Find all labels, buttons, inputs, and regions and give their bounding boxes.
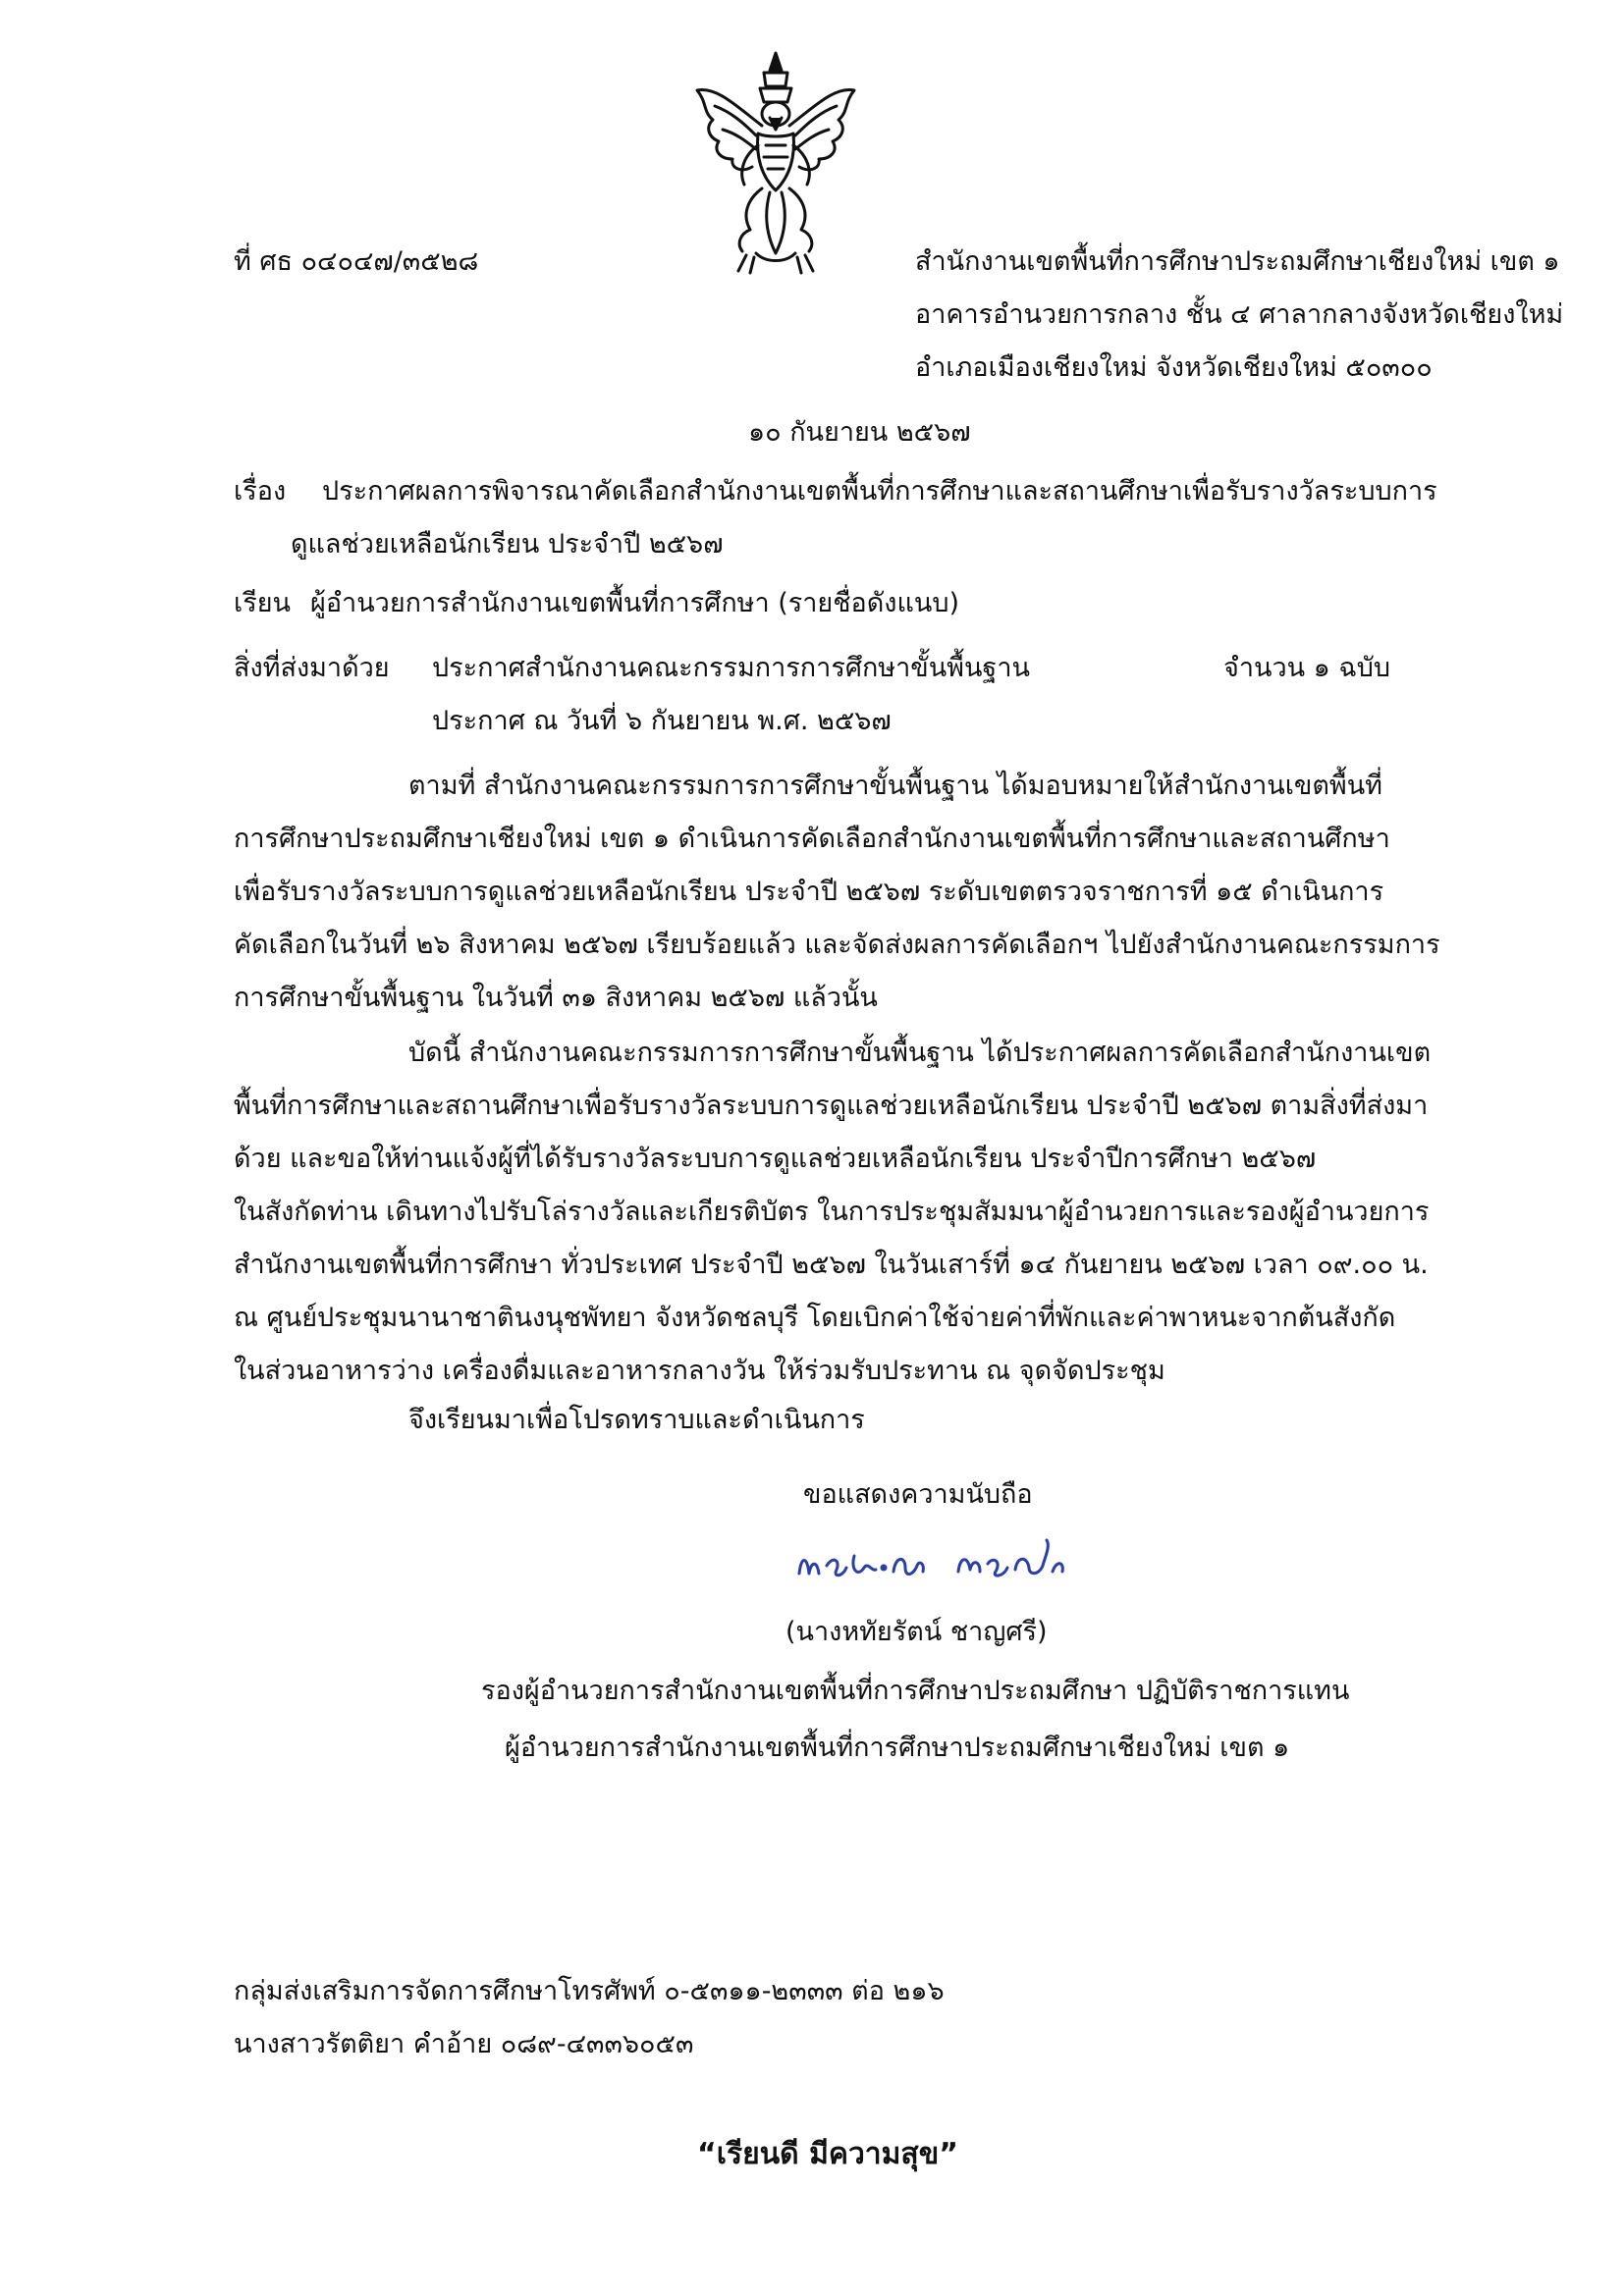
body-paragraph-1 — [234, 760, 1471, 1025]
paragraph-line: สำนักงานเขตพื้นที่การศึกษา ทั่วประเทศ ประจำปี ๒๕๖๗ ในวันเสาร์ที่ ๑๔ กันยายน ๒๕๖๗ เวลา ๐๙.๐๐ น. — [234, 1250, 1429, 1280]
paragraph-line: ณ ศูนย์ประชุมนานาชาตินงนุชพัทยา จังหวัดชลบุรี โดยเบิกค่าใช้จ่ายค่าที่พักและค่าพาหนะจากต้นสังกัด — [234, 1303, 1396, 1333]
enclosure-line-1: ประกาศสำนักงานคณะกรรมการการศึกษาขั้นพื้นฐาน — [432, 653, 1030, 683]
subject-line-1: ประกาศผลการพิจารณาคัดเลือกสำนักงานเขตพื้นที่การศึกษาและสถานศึกษาเพื่อรับรางวัลระบบการ — [322, 476, 1437, 507]
body-paragraph-3: จึงเรียนมาเพื่อโปรดทราบและดำเนินการ — [408, 1405, 865, 1435]
signatory-name: (นางหทัยรัตน์ ชาญศรี) — [785, 1617, 1048, 1647]
handwritten-signature — [785, 1526, 1080, 1595]
paragraph-line: ด้วย และขอให้ท่านแจ้งผู้ที่ได้รับรางวัลระบบการดูแลช่วยเหลือนักเรียน ประจำปีการศึกษา ๒๕๖๗ — [234, 1144, 1317, 1174]
letter-date: ๑๐ กันยายน ๒๕๖๗ — [748, 417, 971, 448]
paragraph-line: ตามที่ สำนักงานคณะกรรมการการศึกษาขั้นพื้นฐาน ได้มอบหมายให้สำนักงานเขตพื้นที่ — [408, 771, 1382, 801]
reference-number: ที่ ศธ ๐๔๐๔๗/๓๕๒๘ — [234, 246, 479, 277]
paragraph-line: ในสังกัดท่าน เดินทางไปรับโล่รางวัลและเกียรติบัตร ในการประชุมสัมมนาผู้อำนวยการและรองผู้อำนวยการ — [234, 1197, 1430, 1227]
paragraph-line: บัดนี้ สำนักงานคณะกรรมการการศึกษาขั้นพื้นฐาน ได้ประกาศผลการคัดเลือกสำนักงานเขต — [408, 1038, 1432, 1068]
closing-phrase: ขอแสดงความนับถือ — [803, 1479, 1033, 1510]
slogan: “เรียนดี มีความสุข” — [697, 2137, 958, 2171]
enclosure-line-2: ประกาศ ณ วันที่ ๖ กันยายน พ.ศ. ๒๕๖๗ — [432, 706, 892, 736]
body-paragraph-2 — [234, 1027, 1471, 1398]
subject-label: เรื่อง — [234, 476, 287, 507]
office-address: อำเภอเมืองเชียงใหม่ จังหวัดเชียงใหม่ ๕๐๓๐๐ — [915, 352, 1433, 383]
paragraph-line: ในส่วนอาหารว่าง เครื่องดื่มและอาหารกลางวัน ให้ร่วมรับประทาน ณ จุดจัดประชุม — [234, 1356, 1165, 1386]
recipient-value: ผู้อำนวยการสำนักงานเขตพื้นที่การศึกษา (รายชื่อดังแนบ) — [310, 588, 960, 618]
signatory-position-2: ผู้อำนวยการสำนักงานเขตพื้นที่การศึกษาประถมศึกษาเชียงใหม่ เขต ๑ — [505, 1733, 1290, 1763]
paragraph-line: คัดเลือกในวันที่ ๒๖ สิงหาคม ๒๕๖๗ เรียบร้อยแล้ว และจัดส่งผลการคัดเลือกฯ ไปยังสำนักงานคณะกรรมการ — [234, 930, 1440, 960]
signatory-position-1: รองผู้อำนวยการสำนักงานเขตพื้นที่การศึกษาประถมศึกษา ปฏิบัติราชการแทน — [481, 1676, 1350, 1706]
paragraph-line: การศึกษาขั้นพื้นฐาน ในวันที่ ๓๑ สิงหาคม ๒๕๖๗ แล้วนั้น — [234, 983, 878, 1013]
enclosure-label: สิ่งที่ส่งมาด้วย — [234, 653, 390, 683]
office-name: สำนักงานเขตพื้นที่การศึกษาประถมศึกษาเชียงใหม่ เขต ๑ — [915, 246, 1560, 277]
office-building: อาคารอำนวยการกลาง ชั้น ๔ ศาลากลางจังหวัดเชียงใหม่ — [915, 299, 1564, 330]
paragraph-line: พื้นที่การศึกษาและสถานศึกษาเพื่อรับรางวัลระบบการดูแลช่วยเหลือนักเรียน ประจำปี ๒๕๖๗ ตามสิ่งที่ส่งมา — [234, 1091, 1429, 1121]
enclosure-quantity: จำนวน ๑ ฉบับ — [1223, 653, 1391, 683]
garuda-emblem-icon — [687, 47, 864, 278]
subject-line-2: ดูแลช่วยเหลือนักเรียน ประจำปี ๒๕๖๗ — [291, 529, 724, 560]
paragraph-line: เพื่อรับรางวัลระบบการดูแลช่วยเหลือนักเรียน ประจำปี ๒๕๖๗ ระดับเขตตรวจราชการที่ ๑๕ ดำเนินการ — [234, 877, 1384, 907]
recipient-label: เรียน — [234, 588, 292, 618]
paragraph-line: การศึกษาประถมศึกษาเชียงใหม่ เขต ๑ ดำเนินการคัดเลือกสำนักงานเขตพื้นที่การศึกษาและสถานศึกษา — [234, 824, 1390, 854]
contact-department: กลุ่มส่งเสริมการจัดการศึกษาโทรศัพท์ ๐-๕๓๑๑-๒๓๓๓ ต่อ ๒๑๖ — [234, 1976, 945, 2006]
contact-person: นางสาวรัตติยา คำอ้าย ๐๘๙-๔๓๓๖๐๕๓ — [234, 2029, 694, 2059]
